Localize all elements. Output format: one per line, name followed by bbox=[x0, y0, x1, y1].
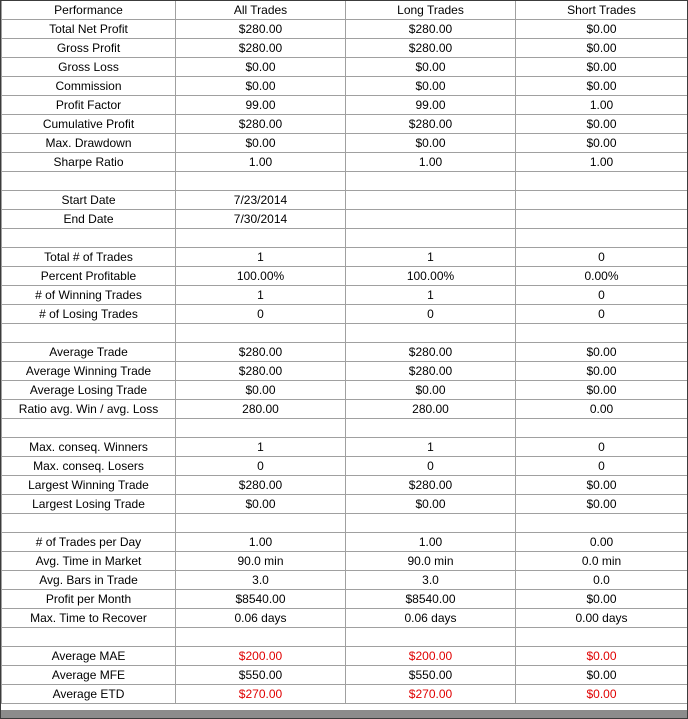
all-trades-cell[interactable]: 0 bbox=[176, 305, 346, 324]
all-trades-cell[interactable]: 1 bbox=[176, 286, 346, 305]
all-trades-cell[interactable]: 1 bbox=[176, 438, 346, 457]
all-trades-cell[interactable]: $280.00 bbox=[176, 115, 346, 134]
short-trades-cell[interactable]: 0.00% bbox=[516, 267, 688, 286]
metric-label[interactable] bbox=[2, 172, 176, 191]
metric-label[interactable]: Average MFE bbox=[2, 666, 176, 685]
metric-label[interactable]: Profit Factor bbox=[2, 96, 176, 115]
table-row[interactable] bbox=[2, 419, 688, 438]
short-trades-cell[interactable]: 0.00 bbox=[516, 400, 688, 419]
all-trades-cell[interactable]: 280.00 bbox=[176, 400, 346, 419]
table-row[interactable] bbox=[2, 115, 688, 134]
all-trades-cell[interactable]: $280.00 bbox=[176, 39, 346, 58]
metric-label[interactable]: Max. conseq. Losers bbox=[2, 457, 176, 476]
short-trades-cell[interactable]: 1.00 bbox=[516, 96, 688, 115]
short-trades-cell[interactable]: 0 bbox=[516, 305, 688, 324]
long-trades-cell[interactable]: $8540.00 bbox=[346, 590, 516, 609]
column-header-short-trades[interactable]: Short Trades bbox=[516, 1, 688, 20]
short-trades-cell[interactable]: $0.00 bbox=[516, 685, 688, 704]
all-trades-cell[interactable]: $0.00 bbox=[176, 381, 346, 400]
short-trades-cell[interactable]: $0.00 bbox=[516, 115, 688, 134]
long-trades-cell[interactable]: 1.00 bbox=[346, 533, 516, 552]
long-trades-cell[interactable]: 0.06 days bbox=[346, 609, 516, 628]
long-trades-cell[interactable] bbox=[346, 229, 516, 248]
table-row[interactable] bbox=[2, 343, 688, 362]
long-trades-cell[interactable]: $0.00 bbox=[346, 495, 516, 514]
table-row[interactable] bbox=[2, 495, 688, 514]
metric-label[interactable] bbox=[2, 324, 176, 343]
short-trades-cell[interactable]: 1.00 bbox=[516, 153, 688, 172]
table-row[interactable] bbox=[2, 58, 688, 77]
metric-label[interactable] bbox=[2, 628, 176, 647]
column-header-performance[interactable]: Performance bbox=[2, 1, 176, 20]
metric-label[interactable]: Max. Time to Recover bbox=[2, 609, 176, 628]
metric-label[interactable]: Max. Drawdown bbox=[2, 134, 176, 153]
all-trades-cell[interactable]: $280.00 bbox=[176, 343, 346, 362]
long-trades-cell[interactable]: $280.00 bbox=[346, 115, 516, 134]
all-trades-cell[interactable] bbox=[176, 514, 346, 533]
long-trades-cell[interactable]: $280.00 bbox=[346, 39, 516, 58]
metric-label[interactable]: Largest Losing Trade bbox=[2, 495, 176, 514]
table-row[interactable] bbox=[2, 628, 688, 647]
table-row[interactable] bbox=[2, 210, 688, 229]
metric-label[interactable]: # of Winning Trades bbox=[2, 286, 176, 305]
short-trades-cell[interactable]: $0.00 bbox=[516, 495, 688, 514]
metric-label[interactable]: Largest Winning Trade bbox=[2, 476, 176, 495]
all-trades-cell[interactable] bbox=[176, 419, 346, 438]
all-trades-cell[interactable]: 7/30/2014 bbox=[176, 210, 346, 229]
long-trades-cell[interactable]: 280.00 bbox=[346, 400, 516, 419]
all-trades-cell[interactable]: 7/23/2014 bbox=[176, 191, 346, 210]
all-trades-cell[interactable]: 0.06 days bbox=[176, 609, 346, 628]
table-row[interactable] bbox=[2, 438, 688, 457]
long-trades-cell[interactable] bbox=[346, 191, 516, 210]
metric-label[interactable] bbox=[2, 229, 176, 248]
all-trades-cell[interactable] bbox=[176, 324, 346, 343]
metric-label[interactable]: # of Losing Trades bbox=[2, 305, 176, 324]
table-row[interactable] bbox=[2, 571, 688, 590]
long-trades-cell[interactable]: $280.00 bbox=[346, 343, 516, 362]
long-trades-cell[interactable]: $200.00 bbox=[346, 647, 516, 666]
table-row[interactable] bbox=[2, 248, 688, 267]
long-trades-cell[interactable]: 1.00 bbox=[346, 153, 516, 172]
all-trades-cell[interactable]: 99.00 bbox=[176, 96, 346, 115]
column-header-all-trades[interactable]: All Trades bbox=[176, 1, 346, 20]
all-trades-cell[interactable]: $0.00 bbox=[176, 134, 346, 153]
short-trades-cell[interactable]: $0.00 bbox=[516, 39, 688, 58]
table-row[interactable] bbox=[2, 39, 688, 58]
all-trades-cell[interactable]: 1.00 bbox=[176, 153, 346, 172]
long-trades-cell[interactable]: 1 bbox=[346, 248, 516, 267]
metric-label[interactable] bbox=[2, 419, 176, 438]
table-row[interactable] bbox=[2, 457, 688, 476]
metric-label[interactable]: End Date bbox=[2, 210, 176, 229]
all-trades-cell[interactable]: 90.0 min bbox=[176, 552, 346, 571]
table-row[interactable] bbox=[2, 590, 688, 609]
short-trades-cell[interactable]: 0 bbox=[516, 438, 688, 457]
metric-label[interactable]: Average Winning Trade bbox=[2, 362, 176, 381]
table-row[interactable] bbox=[2, 666, 688, 685]
metric-label[interactable]: Avg. Bars in Trade bbox=[2, 571, 176, 590]
long-trades-cell[interactable] bbox=[346, 324, 516, 343]
long-trades-cell[interactable] bbox=[346, 210, 516, 229]
all-trades-cell[interactable]: $550.00 bbox=[176, 666, 346, 685]
metric-label[interactable]: Avg. Time in Market bbox=[2, 552, 176, 571]
all-trades-cell[interactable]: $8540.00 bbox=[176, 590, 346, 609]
long-trades-cell[interactable] bbox=[346, 172, 516, 191]
table-row[interactable] bbox=[2, 286, 688, 305]
short-trades-cell[interactable] bbox=[516, 628, 688, 647]
all-trades-cell[interactable]: $270.00 bbox=[176, 685, 346, 704]
long-trades-cell[interactable]: $0.00 bbox=[346, 77, 516, 96]
short-trades-cell[interactable]: 0 bbox=[516, 248, 688, 267]
short-trades-cell[interactable]: $0.00 bbox=[516, 476, 688, 495]
metric-label[interactable]: Cumulative Profit bbox=[2, 115, 176, 134]
short-trades-cell[interactable] bbox=[516, 210, 688, 229]
table-row[interactable] bbox=[2, 381, 688, 400]
all-trades-cell[interactable]: $280.00 bbox=[176, 20, 346, 39]
short-trades-cell[interactable]: $0.00 bbox=[516, 343, 688, 362]
table-row[interactable] bbox=[2, 609, 688, 628]
short-trades-cell[interactable]: 0.00 bbox=[516, 533, 688, 552]
short-trades-cell[interactable]: $0.00 bbox=[516, 647, 688, 666]
long-trades-cell[interactable]: $0.00 bbox=[346, 134, 516, 153]
table-row[interactable] bbox=[2, 476, 688, 495]
table-row[interactable] bbox=[2, 514, 688, 533]
metric-label[interactable] bbox=[2, 514, 176, 533]
table-row[interactable] bbox=[2, 647, 688, 666]
long-trades-cell[interactable]: $280.00 bbox=[346, 476, 516, 495]
short-trades-cell[interactable] bbox=[516, 514, 688, 533]
short-trades-cell[interactable]: 0.00 days bbox=[516, 609, 688, 628]
long-trades-cell[interactable]: $280.00 bbox=[346, 20, 516, 39]
table-body bbox=[2, 20, 688, 704]
short-trades-cell[interactable]: $0.00 bbox=[516, 590, 688, 609]
short-trades-cell[interactable]: $0.00 bbox=[516, 666, 688, 685]
short-trades-cell[interactable]: 0 bbox=[516, 457, 688, 476]
metric-label[interactable]: Gross Profit bbox=[2, 39, 176, 58]
long-trades-cell[interactable]: 1 bbox=[346, 438, 516, 457]
long-trades-cell[interactable]: 100.00% bbox=[346, 267, 516, 286]
metric-label[interactable]: Profit per Month bbox=[2, 590, 176, 609]
short-trades-cell[interactable]: $0.00 bbox=[516, 58, 688, 77]
short-trades-cell[interactable] bbox=[516, 172, 688, 191]
all-trades-cell[interactable]: 0 bbox=[176, 457, 346, 476]
table-row[interactable] bbox=[2, 134, 688, 153]
short-trades-cell[interactable]: $0.00 bbox=[516, 381, 688, 400]
all-trades-cell[interactable]: $0.00 bbox=[176, 58, 346, 77]
table-row[interactable] bbox=[2, 77, 688, 96]
table-row[interactable] bbox=[2, 533, 688, 552]
table-row[interactable] bbox=[2, 96, 688, 115]
table-row[interactable] bbox=[2, 229, 688, 248]
all-trades-cell[interactable]: 1 bbox=[176, 248, 346, 267]
table-row[interactable] bbox=[2, 153, 688, 172]
metric-label[interactable]: Percent Profitable bbox=[2, 267, 176, 286]
short-trades-cell[interactable] bbox=[516, 419, 688, 438]
all-trades-cell[interactable]: $280.00 bbox=[176, 476, 346, 495]
short-trades-cell[interactable]: $0.00 bbox=[516, 362, 688, 381]
metric-label[interactable]: Ratio avg. Win / avg. Loss bbox=[2, 400, 176, 419]
metric-label[interactable]: Gross Loss bbox=[2, 58, 176, 77]
long-trades-cell[interactable]: $0.00 bbox=[346, 58, 516, 77]
long-trades-cell[interactable] bbox=[346, 628, 516, 647]
metric-label[interactable]: Total Net Profit bbox=[2, 20, 176, 39]
metric-label[interactable]: Start Date bbox=[2, 191, 176, 210]
table-row[interactable] bbox=[2, 20, 688, 39]
metric-label[interactable]: Average ETD bbox=[2, 685, 176, 704]
short-trades-cell[interactable] bbox=[516, 324, 688, 343]
long-trades-cell[interactable]: $0.00 bbox=[346, 381, 516, 400]
metric-label[interactable]: Commission bbox=[2, 77, 176, 96]
short-trades-cell[interactable] bbox=[516, 191, 688, 210]
all-trades-cell[interactable] bbox=[176, 229, 346, 248]
long-trades-cell[interactable]: 1 bbox=[346, 286, 516, 305]
all-trades-cell[interactable]: $0.00 bbox=[176, 77, 346, 96]
table-row[interactable] bbox=[2, 685, 688, 704]
short-trades-cell[interactable]: $0.00 bbox=[516, 20, 688, 39]
horizontal-scrollbar[interactable] bbox=[1, 710, 687, 718]
header-row bbox=[2, 1, 688, 20]
all-trades-cell[interactable] bbox=[176, 172, 346, 191]
table-row[interactable] bbox=[2, 362, 688, 381]
metric-label[interactable]: Sharpe Ratio bbox=[2, 153, 176, 172]
long-trades-cell[interactable]: $550.00 bbox=[346, 666, 516, 685]
metric-label[interactable]: Max. conseq. Winners bbox=[2, 438, 176, 457]
table-row[interactable] bbox=[2, 305, 688, 324]
table-row[interactable] bbox=[2, 172, 688, 191]
all-trades-cell[interactable]: $200.00 bbox=[176, 647, 346, 666]
table-row[interactable] bbox=[2, 552, 688, 571]
table-row[interactable] bbox=[2, 191, 688, 210]
all-trades-cell[interactable]: 100.00% bbox=[176, 267, 346, 286]
short-trades-cell[interactable]: $0.00 bbox=[516, 134, 688, 153]
table-row[interactable] bbox=[2, 400, 688, 419]
short-trades-cell[interactable]: 0 bbox=[516, 286, 688, 305]
metric-label[interactable]: Average MAE bbox=[2, 647, 176, 666]
metric-label[interactable]: Total # of Trades bbox=[2, 248, 176, 267]
long-trades-cell[interactable]: 90.0 min bbox=[346, 552, 516, 571]
long-trades-cell[interactable]: 99.00 bbox=[346, 96, 516, 115]
short-trades-cell[interactable]: 0.0 bbox=[516, 571, 688, 590]
metric-label[interactable]: Average Trade bbox=[2, 343, 176, 362]
metric-label[interactable]: Average Losing Trade bbox=[2, 381, 176, 400]
all-trades-cell[interactable]: $0.00 bbox=[176, 495, 346, 514]
long-trades-cell[interactable] bbox=[346, 514, 516, 533]
metric-label[interactable]: # of Trades per Day bbox=[2, 533, 176, 552]
table-row[interactable] bbox=[2, 324, 688, 343]
long-trades-cell[interactable] bbox=[346, 419, 516, 438]
all-trades-cell[interactable] bbox=[176, 628, 346, 647]
column-header-long-trades[interactable]: Long Trades bbox=[346, 1, 516, 20]
long-trades-cell[interactable]: 0 bbox=[346, 305, 516, 324]
all-trades-cell[interactable]: $280.00 bbox=[176, 362, 346, 381]
long-trades-cell[interactable]: $270.00 bbox=[346, 685, 516, 704]
long-trades-cell[interactable]: 3.0 bbox=[346, 571, 516, 590]
short-trades-cell[interactable]: 0.0 min bbox=[516, 552, 688, 571]
table-row[interactable] bbox=[2, 267, 688, 286]
long-trades-cell[interactable]: $280.00 bbox=[346, 362, 516, 381]
all-trades-cell[interactable]: 1.00 bbox=[176, 533, 346, 552]
performance-table bbox=[1, 1, 688, 704]
short-trades-cell[interactable]: $0.00 bbox=[516, 77, 688, 96]
long-trades-cell[interactable]: 0 bbox=[346, 457, 516, 476]
all-trades-cell[interactable]: 3.0 bbox=[176, 571, 346, 590]
short-trades-cell[interactable] bbox=[516, 229, 688, 248]
